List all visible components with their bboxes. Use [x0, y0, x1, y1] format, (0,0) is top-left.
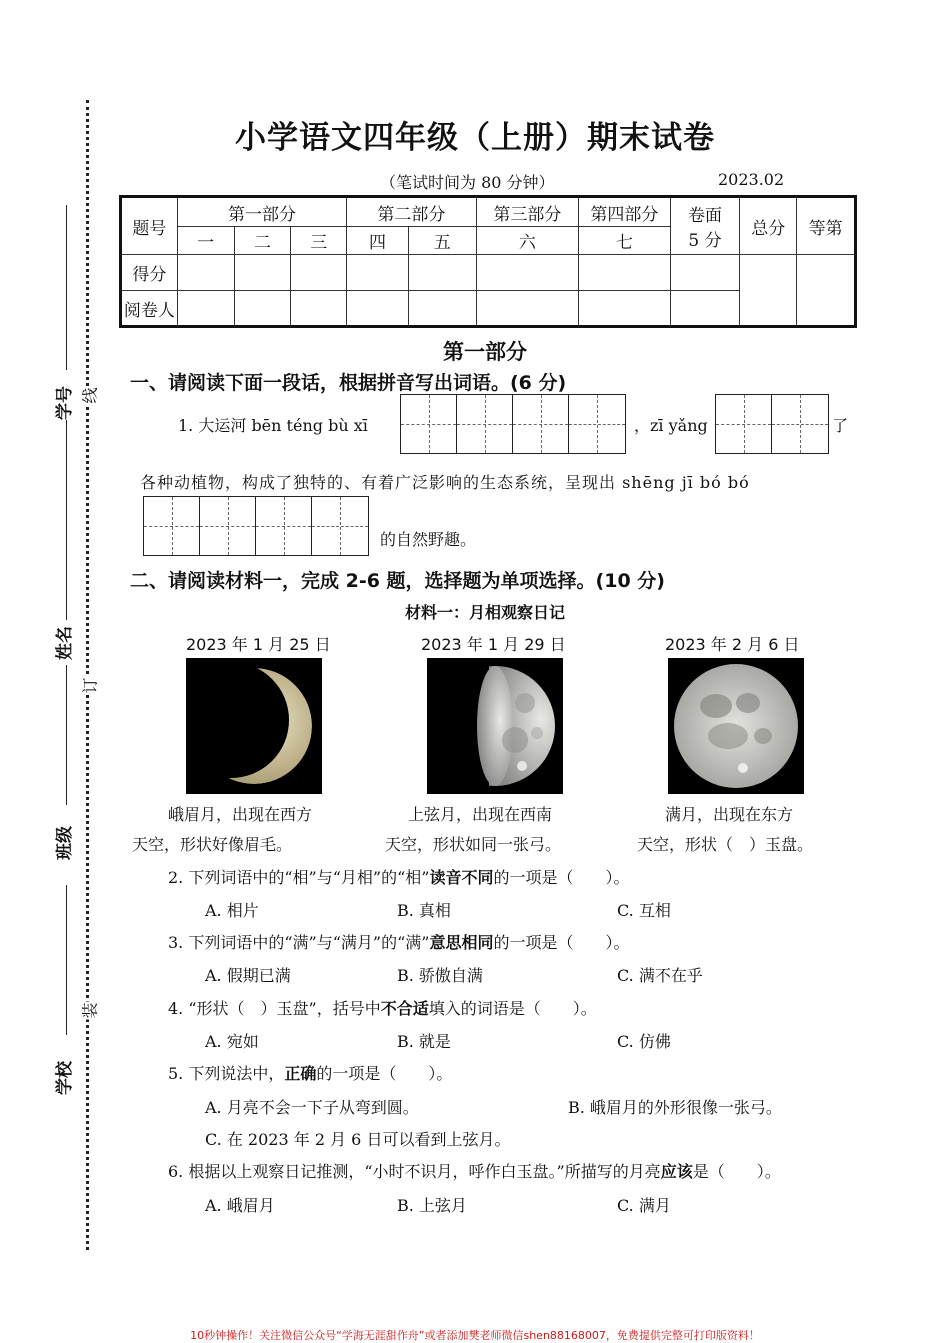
header-total: 总分 — [740, 197, 797, 255]
binding-word-zhuang: 装 — [76, 1002, 103, 1020]
question-4: 4. “形状（ ）玉盘”，括号中不合适填入的词语是（ ）。 — [168, 999, 597, 1018]
q2-option-c[interactable]: C. 互相 — [617, 901, 671, 920]
score-cell[interactable] — [579, 255, 671, 291]
first-quarter-moon-image — [427, 658, 563, 794]
grader-cell[interactable] — [291, 291, 347, 327]
sub-3: 三 — [291, 227, 347, 255]
moon-caption-2b: 天空，形状如同一张弓。 — [385, 835, 562, 854]
q4-option-c[interactable]: C. 仿佛 — [617, 1032, 671, 1051]
header-part2: 第二部分 — [347, 197, 476, 227]
total-score-cell[interactable] — [740, 255, 797, 327]
q1-text-start: 1. 大运河 bēn téng bù xī — [178, 416, 368, 435]
sub-6: 六 — [476, 227, 579, 255]
grader-cell[interactable] — [476, 291, 579, 327]
grader-cell[interactable] — [670, 291, 740, 327]
sub-5: 五 — [408, 227, 476, 255]
moon-date-1: 2023 年 1 月 25 日 — [186, 635, 331, 654]
binding-dotted-line — [86, 100, 89, 1250]
exam-duration: （笔试时间为 80 分钟） — [380, 173, 555, 192]
sub-4: 四 — [347, 227, 409, 255]
score-cell[interactable] — [177, 255, 234, 291]
q1-text-end: 了 — [832, 416, 849, 435]
school-label: 学校 — [55, 1061, 75, 1095]
score-cell[interactable] — [347, 255, 409, 291]
q1-line2: 各种动植物，构成了独特的、有着广泛影响的生态系统，呈现出 shēng jī bó bó — [140, 473, 750, 492]
score-cell[interactable] — [234, 255, 291, 291]
student-id-label: 学号 — [55, 386, 75, 420]
moon-caption-1b: 天空，形状好像眉毛。 — [132, 835, 293, 854]
question-3: 3. 下列词语中的“满”与“满月”的“满”意思相同的一项是（ ）。 — [168, 933, 630, 952]
answer-grid-benteng[interactable] — [400, 394, 626, 454]
header-part4: 第四部分 — [579, 197, 671, 227]
grader-cell[interactable] — [408, 291, 476, 327]
question-5: 5. 下列说法中，正确的一项是（ ）。 — [168, 1064, 453, 1083]
row-defen: 得分 — [121, 255, 178, 291]
grader-cell[interactable] — [579, 291, 671, 327]
sub-2: 二 — [234, 227, 291, 255]
header-juanmian: 卷面 5 分 — [670, 197, 740, 255]
q5-option-b[interactable]: B. 峨眉月的外形很像一张弓。 — [568, 1098, 782, 1117]
row-yuejuanren: 阅卷人 — [121, 291, 178, 327]
class-line — [66, 665, 67, 805]
crescent-moon-image — [186, 658, 322, 794]
exam-date: 2023.02 — [718, 170, 785, 189]
page-title: 小学语文四年级（上册）期末试卷 — [235, 120, 715, 156]
grade-cell[interactable] — [797, 255, 856, 327]
class-label: 班级 — [55, 826, 75, 860]
q1-title: 一、请阅读下面一段话，根据拼音写出词语。(6 分) — [130, 372, 567, 394]
moon-date-2: 2023 年 1 月 29 日 — [421, 635, 566, 654]
sub-1: 一 — [177, 227, 234, 255]
header-part1: 第一部分 — [177, 197, 346, 227]
part1-heading: 第一部分 — [443, 340, 527, 364]
header-grade: 等第 — [797, 197, 856, 255]
grader-cell[interactable] — [234, 291, 291, 327]
q1-text-mid: ，zī yǎng — [634, 416, 708, 435]
answer-grid-shengji[interactable] — [143, 496, 369, 556]
q2-option-b[interactable]: B. 真相 — [397, 901, 451, 920]
promo-footer: 10秒钟操作！关注微信公众号“学海无涯甜作舟”或者添加樊老师微信shen88168007，免费提供完整可打印版资料！ — [190, 1329, 760, 1342]
moon-caption-3a: 满月，出现在东方 — [665, 805, 794, 824]
score-table — [119, 195, 857, 328]
q1-line3: 的自然野趣。 — [380, 530, 477, 549]
moon-caption-1a: 峨眉月，出现在西方 — [168, 805, 313, 824]
binding-word-xian: 线 — [76, 387, 103, 405]
question-2: 2. 下列词语中的“相”与“月相”的“相”读音不同的一项是（ ）。 — [168, 868, 630, 887]
q6-option-a[interactable]: A. 峨眉月 — [205, 1196, 275, 1215]
grader-cell[interactable] — [177, 291, 234, 327]
q3-option-c[interactable]: C. 满不在乎 — [617, 966, 703, 985]
score-cell[interactable] — [291, 255, 347, 291]
grader-cell[interactable] — [347, 291, 409, 327]
name-line — [66, 420, 67, 620]
question-6: 6. 根据以上观察日记推测，“小时不识月，呼作白玉盘。”所描写的月亮应该是（ ）。 — [168, 1162, 781, 1181]
moon-caption-2a: 上弦月，出现在西南 — [408, 805, 553, 824]
score-cell[interactable] — [408, 255, 476, 291]
moon-date-3: 2023 年 2 月 6 日 — [665, 635, 800, 654]
q2-section-title: 二、请阅读材料一，完成 2-6 题，选择题为单项选择。(10 分) — [130, 570, 665, 592]
moon-caption-3b: 天空，形状（ ）玉盘。 — [637, 835, 814, 854]
binding-word-ding: 订 — [76, 677, 103, 695]
q4-option-b[interactable]: B. 就是 — [397, 1032, 451, 1051]
answer-grid-ziyang[interactable] — [715, 394, 829, 454]
school-line — [66, 885, 67, 1035]
q6-option-b[interactable]: B. 上弦月 — [397, 1196, 467, 1215]
name-label: 姓名 — [55, 626, 75, 660]
full-moon-image — [668, 658, 804, 794]
score-cell[interactable] — [476, 255, 579, 291]
score-cell[interactable] — [670, 255, 740, 291]
material-title: 材料一：月相观察日记 — [404, 603, 565, 622]
q6-option-c[interactable]: C. 满月 — [617, 1196, 671, 1215]
q4-option-a[interactable]: A. 宛如 — [205, 1032, 259, 1051]
header-tihao: 题号 — [121, 197, 178, 255]
q3-option-a[interactable]: A. 假期已满 — [205, 966, 291, 985]
header-part3: 第三部分 — [476, 197, 579, 227]
sub-7: 七 — [579, 227, 671, 255]
q5-option-c[interactable]: C. 在 2023 年 2 月 6 日可以看到上弦月。 — [205, 1130, 511, 1149]
q3-option-b[interactable]: B. 骄傲自满 — [397, 966, 483, 985]
q2-option-a[interactable]: A. 相片 — [205, 901, 259, 920]
q5-option-a[interactable]: A. 月亮不会一下子从弯到圆。 — [205, 1098, 419, 1117]
